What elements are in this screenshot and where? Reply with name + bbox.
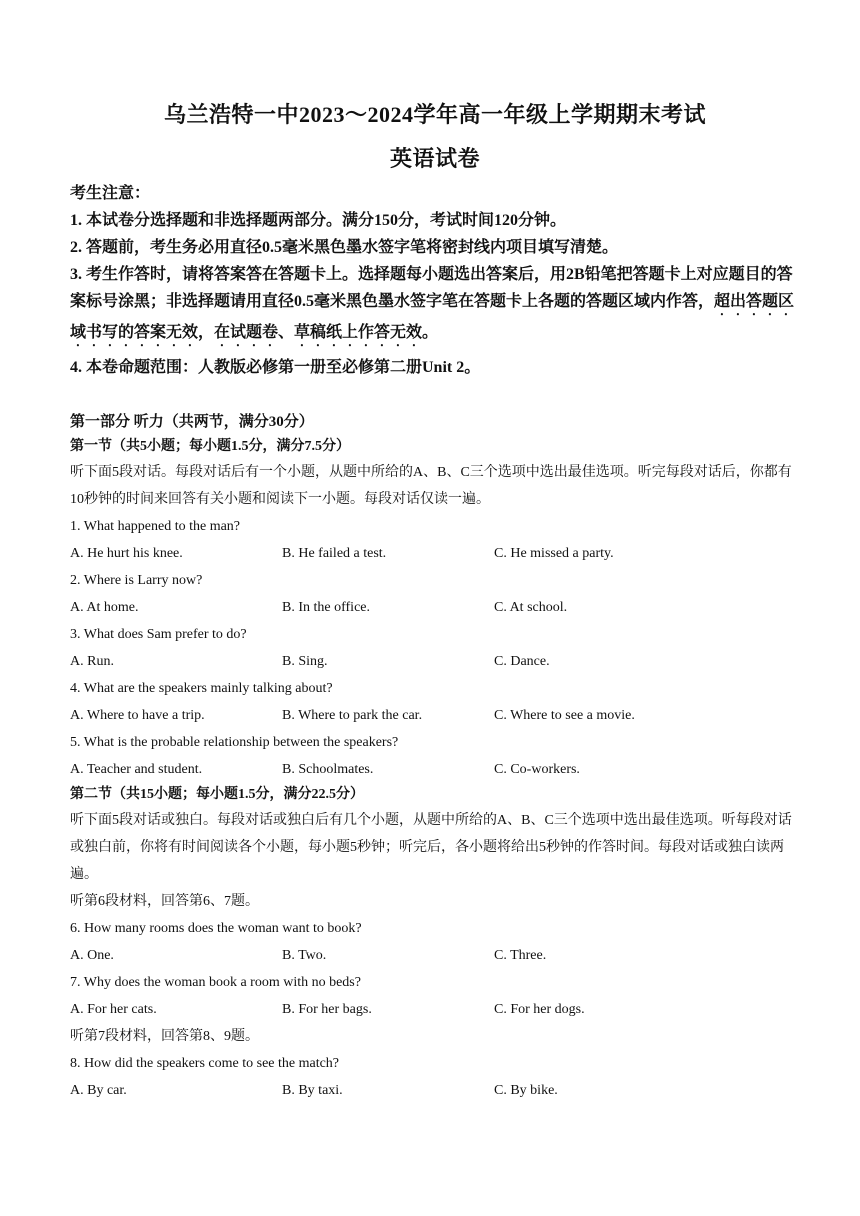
question-1-options (70, 540, 800, 567)
notice-heading: 考生注意： (70, 185, 151, 202)
notice-item-3-text: 3. 考生作答时，请将答案答在答题卡上。选择题每小题选出答案后，用2B铅笔把答题卡上对应题目的答案标号涂黑；非选择题请用直径0.5毫米黑色墨水签字笔在答题卡上各题的答题区域内作答， (70, 266, 793, 310)
section2-instructions: 听下面5段对话或独白。每段对话或独白后有几个小题，从题中所给的A、B、C三个选项中选出最佳选项。听每段对话或独白前，你将有时间阅读各个小题，每小题5秒钟；听完后，各小题将给出5秒钟的作答时间。每段对话或独白读两遍。 (70, 813, 792, 882)
option-a: A. For her cats. (70, 1002, 157, 1017)
notice-item-3 (70, 261, 800, 350)
option-b: B. He failed a test. (282, 546, 387, 561)
option-a: A. By car. (70, 1083, 127, 1098)
question-6: 6. How many rooms does the woman want to book? (70, 921, 362, 936)
option-c: C. He missed a party. (494, 546, 614, 561)
exam-subtitle: 英语试卷 (389, 146, 480, 171)
section2-title: 第二节（共15小题；每小题1.5分，满分22.5分） (70, 787, 364, 802)
notice-item-1: 1. 本试卷分选择题和非选择题两部分。满分150分，考试时间120分钟。 (70, 212, 567, 229)
option-c: C. Co-workers. (494, 762, 580, 777)
option-a: A. Teacher and student. (70, 762, 203, 777)
option-a: A. Run. (70, 654, 114, 669)
question-4: 4. What are the speakers mainly talking about? (70, 681, 333, 696)
question-1: 1. What happened to the man? (70, 519, 241, 534)
question-7: 7. Why does the woman book a room with no beds? (70, 975, 361, 990)
option-b: B. Two. (282, 948, 327, 963)
notice-item-2: 2. 答题前，考生务必用直径0.5毫米黑色墨水签字笔将密封线内项目填写清楚。 (70, 239, 619, 256)
question-7-options (70, 996, 800, 1023)
option-c: C. At school. (494, 600, 568, 615)
exam-page (70, 100, 800, 1104)
option-c: C. For her dogs. (494, 1002, 585, 1017)
notice-item-3-end: 。 (422, 324, 439, 341)
question-5-options (70, 756, 800, 783)
option-a: A. At home. (70, 600, 139, 615)
exam-title: 乌兰浩特一中2023～2024学年高一年级上学期期末考试 (163, 102, 706, 127)
question-8-options (70, 1077, 800, 1104)
option-b: B. Sing. (282, 654, 328, 669)
option-c: C. Dance. (494, 654, 550, 669)
option-a: A. He hurt his knee. (70, 546, 183, 561)
option-b: B. By taxi. (282, 1083, 343, 1098)
question-4-options (70, 702, 800, 729)
option-a: A. One. (70, 948, 114, 963)
question-5: 5. What is the probable relationship between the speakers? (70, 735, 399, 750)
question-3: 3. What does Sam prefer to do? (70, 627, 247, 642)
option-b: B. In the office. (282, 600, 370, 615)
material-7-note: 听第7段材料，回答第8、9题。 (70, 1029, 259, 1044)
option-b: B. Where to park the car. (282, 708, 423, 723)
section1-title: 第一节（共5小题；每小题1.5分，满分7.5分） (70, 439, 350, 454)
section1-questions (70, 513, 800, 783)
question-8: 8. How did the speakers come to see the match? (70, 1056, 340, 1071)
notice-item-3-emphasis: 超出答题区域书写的答案无效，在试题卷、草稿纸上作答无效 (70, 293, 795, 341)
option-c: C. Where to see a movie. (494, 708, 635, 723)
option-a: A. Where to have a trip. (70, 708, 205, 723)
question-3-options (70, 648, 800, 675)
notice-item-4: 4. 本卷命题范围：人教版必修第一册至必修第二册Unit 2。 (70, 359, 481, 376)
section1-instructions: 听下面5段对话。每段对话后有一个小题，从题中所给的A、B、C三个选项中选出最佳选项。听完每段对话后，你都有10秒钟的时间来回答有关小题和阅读下一小题。每段对话仅读一遍。 (70, 465, 792, 507)
option-b: B. For her bags. (282, 1002, 372, 1017)
question-2-options (70, 594, 800, 621)
option-c: C. Three. (494, 948, 547, 963)
part1-title: 第一部分 听力（共两节，满分30分） (70, 414, 314, 430)
question-2: 2. Where is Larry now? (70, 573, 203, 588)
question-6-options (70, 942, 800, 969)
material-6-note: 听第6段材料，回答第6、7题。 (70, 894, 259, 909)
option-b: B. Schoolmates. (282, 762, 374, 777)
option-c: C. By bike. (494, 1083, 558, 1098)
